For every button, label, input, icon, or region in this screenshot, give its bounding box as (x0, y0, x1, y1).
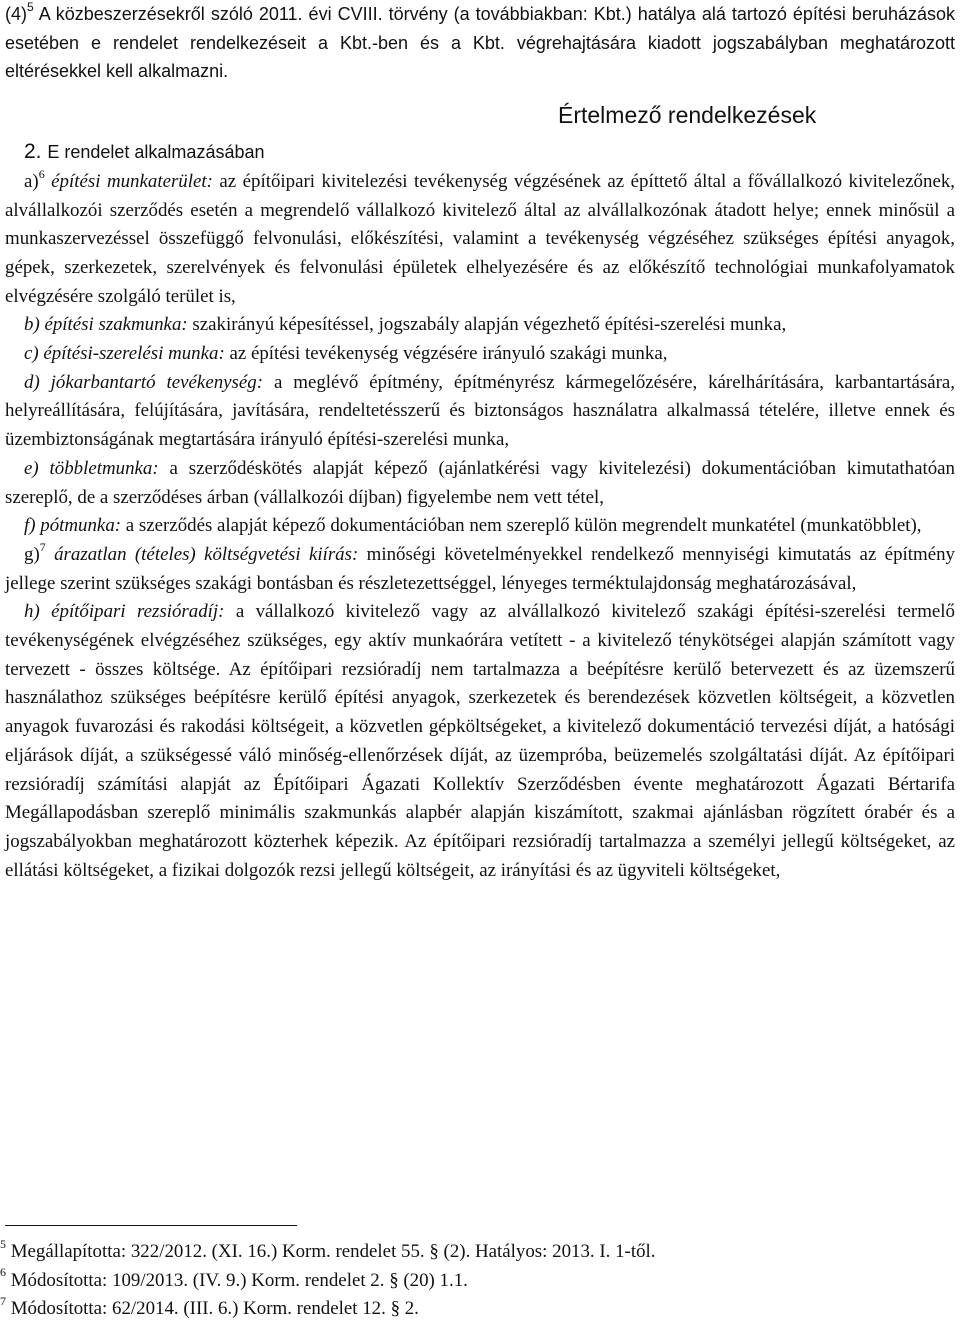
footnote-separator (5, 1225, 297, 1226)
definition-f (5, 512, 955, 541)
footnote-text: Módosította: 109/2013. (IV. 9.) Korm. rendelet 2. § (20) 1.1. (6, 1269, 468, 1291)
definition-term: h) építőipari rezsióradíj: (24, 601, 225, 623)
definition-text: a szerződés alapját képező dokumentációban nem szereplő külön megrendelt munkatétel (munkatöbblet), (121, 515, 922, 537)
definition-c (5, 340, 955, 369)
definition-term: d) jókarbantartó tevékenység: (24, 371, 264, 393)
definition-prefix: g) (24, 543, 40, 565)
definition-e (5, 455, 955, 512)
definition-term: árazatlan (tételes) költségvetési kiírás: (54, 543, 359, 565)
definition-b (5, 311, 955, 340)
footnote-number: 5 (0, 1236, 6, 1251)
paragraph-number: (4) (5, 4, 27, 24)
definition-term: építési munkaterület: (51, 170, 213, 192)
definition-term: b) építési szakmunka: (24, 314, 188, 336)
footnote-ref-6[interactable]: 6 (38, 166, 45, 181)
definition-text: szakirányú képesítéssel, jogszabály alapján végezhető építési-szerelési munka, (187, 314, 787, 336)
footnote-6 (0, 1267, 950, 1296)
paragraph-text: A közbeszerzésekről szóló 2011. évi CVIII. törvény (a továbbiakban: Kbt.) hatálya alá tartozó építési beruházások esetében e rendelet rendelkezéseit a Kbt.-ben és a Kbt. végrehajtására kiadott jogszabályban meghatározott eltérésekkel kell alkalmazni. (5, 4, 955, 82)
definition-text: minőségi követelményekkel rendelkező mennyiségi kimutatás az építmény jellege szerint szükséges szakági bontásban és részletezettséggel, lényeges terméktulajdonság meghatározásával, (5, 543, 955, 594)
definition-term: e) többletmunka: (24, 457, 159, 479)
footnote-number: 6 (0, 1265, 6, 1280)
definition-h (5, 598, 955, 885)
definition-text: az építési tevékenység végzésére irányuló szakági munka, (224, 343, 668, 365)
definition-g (5, 541, 955, 598)
definition-term: f) pótmunka: (24, 515, 122, 537)
footnote-7 (0, 1295, 950, 1324)
footnote-text: Módosította: 62/2014. (III. 6.) Korm. rendelet 12. § 2. (6, 1298, 419, 1319)
definition-a (5, 168, 955, 312)
footnotes (0, 1238, 950, 1324)
footnote-number: 7 (0, 1293, 6, 1308)
paragraph-4 (5, 0, 955, 86)
section-number: 2. (24, 140, 48, 164)
footnote-5 (0, 1238, 950, 1267)
section-heading: Értelmező rendelkezések (558, 102, 817, 129)
footnote-ref-5[interactable]: 5 (27, 0, 34, 14)
footnote-ref-7[interactable]: 7 (39, 539, 46, 554)
section-lead-text: E rendelet alkalmazásában (47, 142, 265, 163)
definition-text: a vállalkozó kivitelező vagy az alvállalkozó kivitelező szakági építési-szerelési termelő tevékenységének elvégzéséhez szükséges, egy aktív munkaórára vetített - a kivitelező ténykötségei alapján számított vagy tervezett - összes költsége. Az építőipari rezsióradíj nem tartalmazza a beépítésre kerülő betervezett és az üzemszerű használathoz szükséges beépítésre kerülő építési anyagok, szerkezetek és berendezések közvetlen költségeit, a közvetlen anyagok fuvarozási és rakodási költségeit, a közvetlen gépköltségeket, a kivitelező dokumentáció tervezési díját, a hatósági eljárások díját, a szükségessé váló minőség-ellenőrzések díját, az üzempróba, beüzemelés szolgáltatási díját. Az építőipari rezsióradíj számítási alapját az Építőipari Ágazati Kollektív Szerződésben évente meghatározott Ágazati Bértarifa Megállapodásban szereplő minimális szakmunkás alapbér alapján kiszámított, szakmai ajánlásban rögzített órabér és a jogszabályokban meghatározott közterhek képezik. Az építőipari rezsióradíj tartalmazza a személyi jellegű költségeket, az ellátási költségeket, a fizikai dolgozók rezsi jellegű költségeit, az irányítási és az ügyviteli költségeket, (5, 601, 955, 881)
definition-text: az építőipari kivitelezési tevékenység végzésének az építtető által a fővállalkozó kivitelezőnek, alvállalkozói szerződés esetén a megrendelő vállalkozó kivitelező által az alvállalkozónak átadott helye; ennek minősül a munkaszervezéssel összefüggő felvonulási, előkészítési, valamint a tevékenység végzéséhez szükséges építési anyagok, gépek, szerkezetek, szerelvények és felvonulási épületek elhelyezésére és az előkészítő technológiai munkafolyamatok elvégzésére szolgáló terület is, (5, 170, 955, 307)
document-page (5, 0, 955, 885)
definition-prefix: a) (24, 170, 39, 192)
footnote-text: Megállapította: 322/2012. (XI. 16.) Korm. rendelet 55. § (2). Hatályos: 2013. I. 1-től. (6, 1241, 656, 1262)
section-2-lead (5, 138, 955, 168)
definition-text: a szerződéskötés alapját képező (ajánlatkérési vagy kivitelezési) dokumentációban kimutathatóan szereplő, de a szerződéses árban (vállalkozói díjban) figyelembe nem vett tétel, (5, 457, 955, 508)
definition-d (5, 369, 955, 455)
definition-text: a meglévő építmény, építményrész kármegelőzésére, kárelhárítására, karbantartására, helyreállítására, felújítására, javítására, rendeltetésszerű és biztonságos használatra alkalmassá tételére, illetve ennek és üzembiztonságának megtartására irányuló építési-szerelési munka, (5, 371, 956, 451)
definition-term: c) építési-szerelési munka: (24, 343, 225, 365)
